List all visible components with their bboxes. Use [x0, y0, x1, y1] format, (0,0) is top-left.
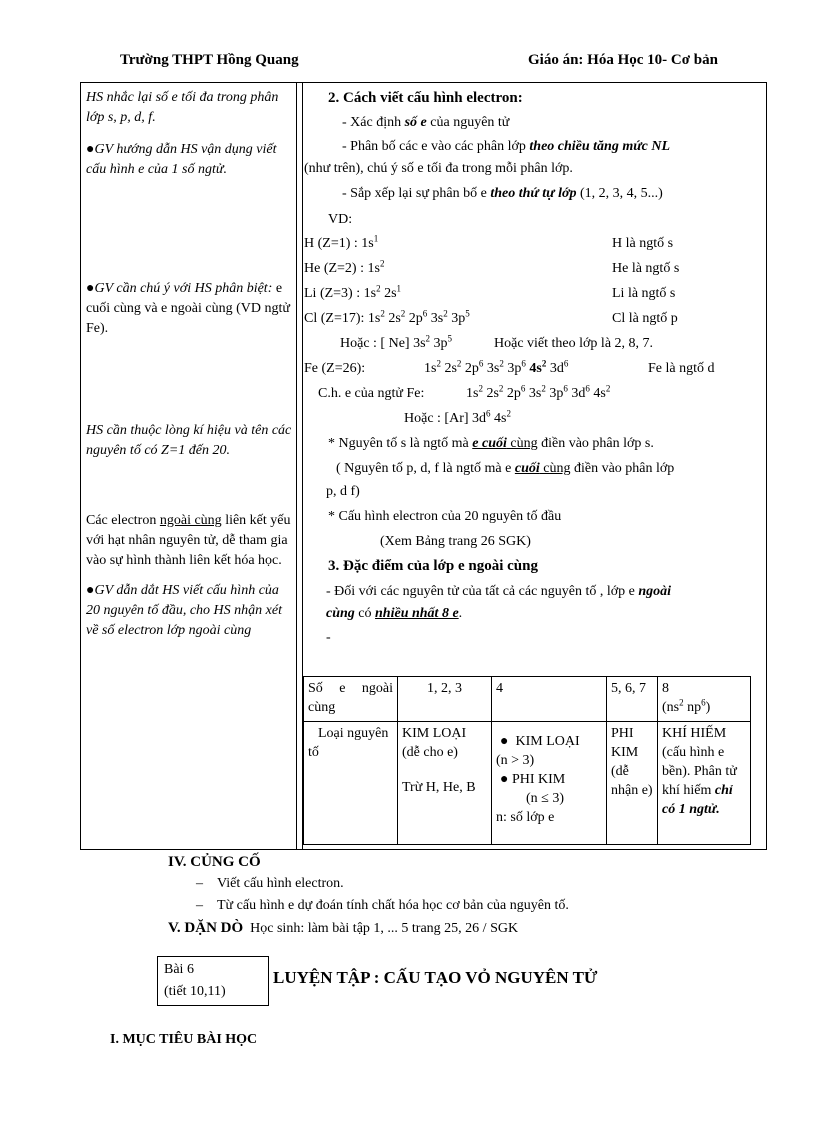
nonmetal-cell: PHI KIM (dễ nhận e) [607, 722, 658, 845]
header-cell: 8 ($ns^2$ $np^6$) [658, 677, 751, 722]
config-he: He (Z=2) : $1s^2$ [304, 258, 385, 276]
element-classification-table [303, 676, 751, 845]
teacher-activity-column [86, 88, 292, 641]
noble-gas-cell: KHÍ HIẾM (cấu hình e bền). Phân tử khí hiếm chỉ có 1 ngtử. [658, 722, 751, 845]
type-li: Li là ngtố s [612, 286, 676, 301]
type-cl: Cl là ngtố p [612, 311, 678, 326]
lesson-number-box: Bài 6 (tiết 10,11) [157, 956, 269, 1006]
config-fe-value: $1s^2$ $2s^2$ $2p^6$ $3s^2$ $3p^6$ $4s^2$ $3d^6$ [424, 358, 569, 376]
table-top-border [80, 82, 766, 83]
step-2: - Phân bố các e vào các phân lớp theo chiều tăng mức NL [342, 139, 670, 154]
config-fe-alt: Hoặc : [Ar] $3d^6$ $4s^2$ [404, 408, 511, 426]
step-1: - Xác định số e của nguyên tử [342, 115, 510, 130]
config-cl-shells: Hoặc viết theo lớp là 2, 8, 7. [494, 336, 654, 351]
note-pdf-cont: p, d f) [326, 484, 360, 499]
config-h: H (Z=1) : $1s^1$ [304, 233, 379, 251]
objectives-heading: I. MỤC TIÊU BÀI HỌC [110, 1032, 258, 1047]
config-fe-ordered-label: C.h. e của ngtử Fe: [318, 386, 425, 401]
config-cl: Cl (Z=17): $1s^2$ $2s^2$ $2p^6$ $3s^2$ $3p^5$ [304, 308, 470, 326]
header-cell: Số e ngoài cùng [304, 677, 398, 722]
note-s-element: * Nguyên tố s là ngtố mà e cuối cùng điền vào phân lớp s. [328, 436, 654, 451]
left-note-6: ●GV dẫn dắt HS viết cấu hình của 20 nguyên tố đầu, cho HS nhận xét về số electron lớp ngoài cùng [86, 583, 282, 638]
table-bottom-border [80, 849, 766, 850]
section-heading-2: 2. Cách viết cấu hình electron: [328, 90, 523, 106]
table-left-border [80, 82, 81, 850]
left-note-2: ●GV hướng dẫn HS vận dụng viết cấu hình e của 1 số ngtử. [86, 142, 277, 177]
left-note-1: HS nhắc lại số e tối đa trong phân lớp s, p, d, f. [86, 90, 279, 125]
lesson-plan-title: Giáo án: Hóa Học 10- Cơ bản [528, 52, 718, 68]
table-row [304, 677, 751, 722]
section-iv-heading: IV. CỦNG CỐ [168, 854, 261, 870]
note-pdf-element: ( Nguyên tố p, d, f là ngtố mà e cuối cùng điền vào phân lớp [336, 461, 675, 476]
type-fe: Fe là ngtố d [648, 361, 715, 376]
bullet-icon: ● [500, 734, 509, 749]
bullet-icon: ● [86, 281, 95, 296]
note-20-elements: * Cấu hình electron của 20 nguyên tố đầu [328, 509, 562, 524]
review-item-2: – Từ cấu hình e dự đoán tính chất hóa học cơ bản của nguyên tố. [196, 898, 569, 913]
table-row [304, 722, 751, 845]
header-cell: 5, 6, 7 [607, 677, 658, 722]
left-note-4: HS cần thuộc lòng kí hiệu và tên các nguyên tố có Z=1 đến 20. [86, 423, 292, 458]
type-he: He là ngtố s [612, 261, 680, 276]
left-note-3: ●GV cần chú ý với HS phân biệt: e cuối cùng và e ngoài cùng (VD ngtử Fe). [86, 281, 290, 336]
table-right-border [766, 82, 767, 850]
bullet-icon: ● [500, 772, 509, 787]
row-label-cell: Loại nguyên tố [304, 722, 398, 845]
step-2-cont: (như trên), chú ý số e tối đa trong mỗi phân lớp. [304, 161, 573, 176]
config-fe: Fe (Z=26): [304, 361, 366, 376]
type-h: H là ngtố s [612, 236, 674, 251]
config-cl-alt: Hoặc : [ Ne] $3s^2$ $3p^5$ [340, 333, 453, 351]
header-cell: 1, 2, 3 [398, 677, 492, 722]
bullet-icon: ● [86, 583, 95, 598]
outer-shell-rule: - Đối với các nguyên tử của tất cả các nguyên tố , lớp e ngoài [326, 584, 672, 599]
note-sgk-ref: (Xem Bảng trang 26 SGK) [380, 534, 531, 549]
section-heading-3: 3. Đặc điểm của lớp e ngoài cùng [328, 558, 538, 574]
school-name: Trường THPT Hồng Quang [120, 52, 299, 68]
metal-cell: KIM LOẠI (dễ cho e) Trừ H, He, B [398, 722, 492, 845]
left-note-5: Các electron ngoài cùng liên kết yếu với hạt nhân nguyên tử, dễ tham gia vào sự hình thành liên kết hóa học. [86, 513, 291, 568]
empty-dash: - [326, 630, 331, 645]
review-item-1: – Viết cấu hình electron. [196, 876, 344, 891]
config-fe-ordered: $1s^2$ $2s^2$ $2p^6$ $3s^2$ $3p^6$ $3d^6$ $4s^2$ [466, 383, 611, 401]
group4-cell: ● KIM LOẠI (n > 3) ● PHI KIM (n ≤ 3) n: số lớp e [492, 722, 607, 845]
lesson-title: LUYỆN TẬP : CẤU TẠO VỎ NGUYÊN TỬ [273, 968, 598, 987]
config-li: Li (Z=3) : $1s^2$ $2s^1$ [304, 283, 402, 301]
section-v: V. DẶN DÒ Học sinh: làm bài tập 1, ... 5 trang 25, 26 / SGK [168, 920, 519, 936]
outer-shell-rule-cont: cùng có nhiều nhất 8 e. [326, 606, 463, 621]
example-label: VD: [328, 212, 353, 227]
column-divider-1 [296, 82, 297, 850]
header-cell: 4 [492, 677, 607, 722]
bullet-icon: ● [86, 142, 95, 157]
step-3: - Sắp xếp lại sự phân bố e theo thứ tự lớp (1, 2, 3, 4, 5...) [342, 186, 663, 201]
